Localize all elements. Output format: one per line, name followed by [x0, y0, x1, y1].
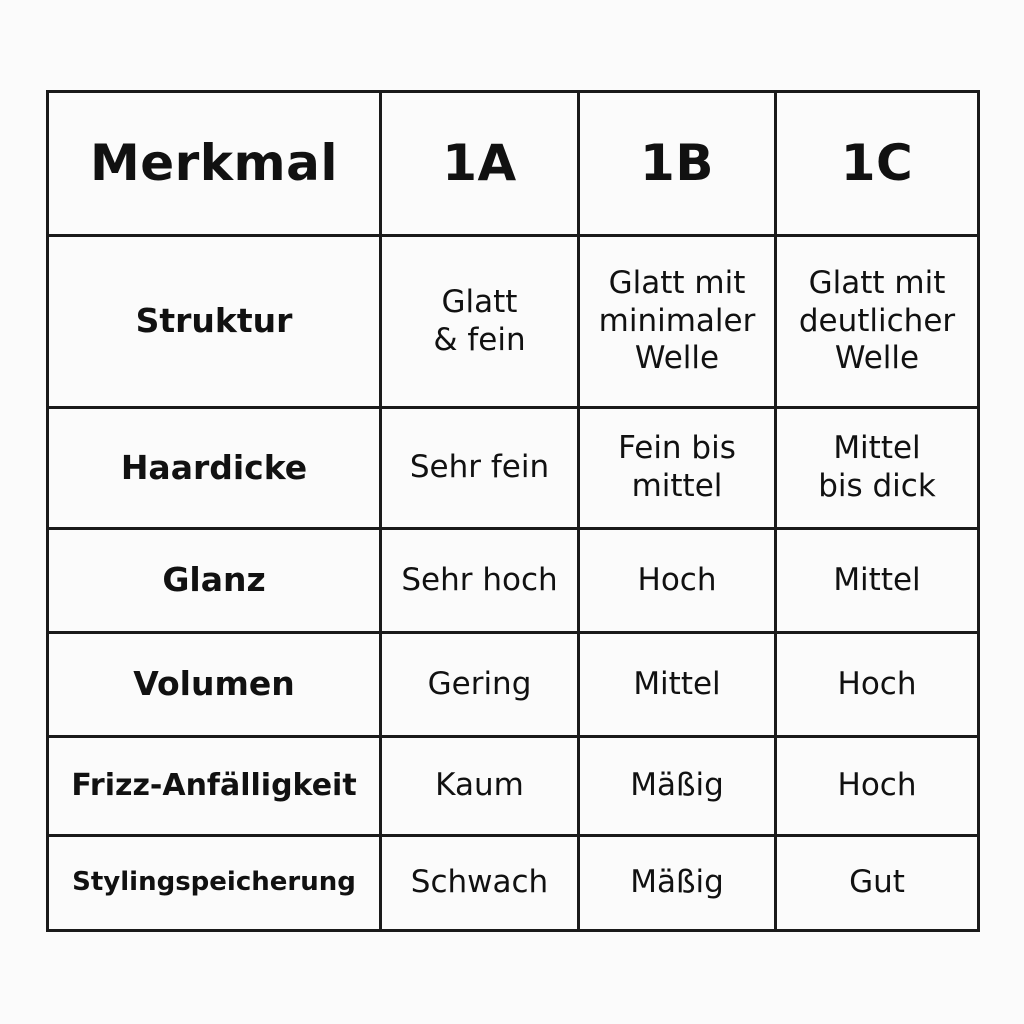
- hair-type-comparison-table: [46, 90, 980, 932]
- table-row-stylingspeicherung: [48, 836, 979, 931]
- value-cell-1b: Mittel: [579, 633, 776, 737]
- table-row-struktur: [48, 236, 979, 408]
- value-cell-1a: Gering: [381, 633, 579, 737]
- value-cell-1b: Fein bis mittel: [579, 408, 776, 529]
- table-row-volumen: [48, 633, 979, 737]
- table-header-row: [48, 92, 979, 236]
- comparison-table-container: [46, 90, 977, 931]
- feature-cell: Frizz-Anfälligkeit: [48, 737, 381, 836]
- value-cell-1c: Gut: [776, 836, 979, 931]
- table-row-frizz: [48, 737, 979, 836]
- value-cell-1c: Mittel: [776, 529, 979, 633]
- feature-cell: Haardicke: [48, 408, 381, 529]
- value-cell-1a: Kaum: [381, 737, 579, 836]
- value-cell-1b: Mäßig: [579, 737, 776, 836]
- value-cell-1b: Glatt mit minimaler Welle: [579, 236, 776, 408]
- value-cell-1c: Hoch: [776, 737, 979, 836]
- value-cell-1c: Mittel bis dick: [776, 408, 979, 529]
- value-cell-1a: Sehr fein: [381, 408, 579, 529]
- header-cell-1a: 1A: [381, 92, 579, 236]
- table-row-haardicke: [48, 408, 979, 529]
- header-cell-1b: 1B: [579, 92, 776, 236]
- table-row-glanz: [48, 529, 979, 633]
- value-cell-1b: Mäßig: [579, 836, 776, 931]
- feature-cell: Glanz: [48, 529, 381, 633]
- value-cell-1a: Sehr hoch: [381, 529, 579, 633]
- value-cell-1b: Hoch: [579, 529, 776, 633]
- feature-cell: Stylingspeicherung: [48, 836, 381, 931]
- value-cell-1c: Hoch: [776, 633, 979, 737]
- header-cell-1c: 1C: [776, 92, 979, 236]
- header-cell-merkmal: Merkmal: [48, 92, 381, 236]
- value-cell-1a: Glatt & fein: [381, 236, 579, 408]
- feature-cell: Struktur: [48, 236, 381, 408]
- value-cell-1c: Glatt mit deutlicher Welle: [776, 236, 979, 408]
- value-cell-1a: Schwach: [381, 836, 579, 931]
- feature-cell: Volumen: [48, 633, 381, 737]
